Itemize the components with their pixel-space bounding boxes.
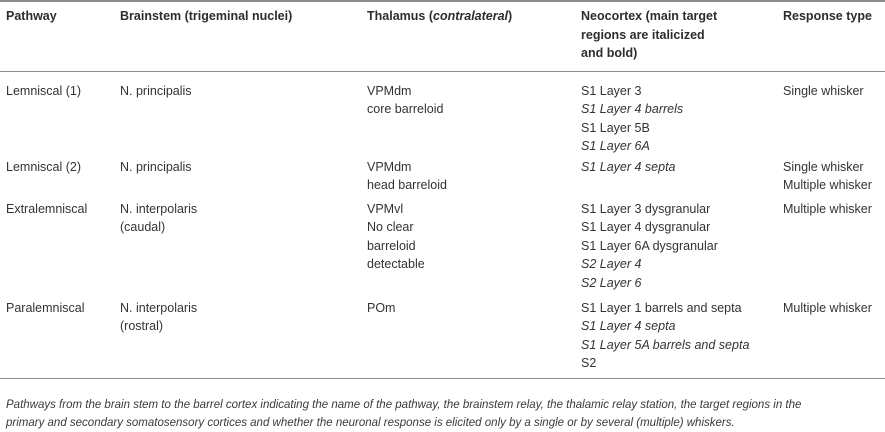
cell-brainstem [120,156,367,200]
cell-response [783,156,885,200]
cell-response [783,71,885,156]
header-thalamus-prefix: Thalamus ( [367,9,433,23]
cell-pathway: Lemniscal (1) [6,83,82,98]
table-row [0,156,885,200]
cell-neocortex [581,200,783,299]
brainstem-line: (rostral) [120,319,164,333]
brainstem-line: N. principalis [120,159,192,174]
header-neocortex-line2: regions are italicized [581,27,705,42]
brainstem-line: N. interpolaris [120,201,198,216]
caption-line: primary and secondary somatosensory cortices and whether the neuronal response is elicited only by a single or by several (multiple) whiskers. [6,417,735,429]
thalamus-line: detectable [367,257,425,271]
header-neocortex-line1: Neocortex (main target [581,9,718,23]
neocortex-line: S1 Layer 3 [581,83,642,98]
thalamus-line: No clear [367,220,414,234]
table-row [0,200,885,299]
response-line: Single whisker [783,159,864,174]
cell-response [783,299,885,379]
neocortex-line-main-target: S2 Layer 4 [581,257,642,271]
cell-brainstem [120,200,367,299]
neocortex-line: S1 Layer 1 barrels and septa [581,300,742,315]
cell-thalamus [367,156,581,200]
neocortex-line-main-target: S2 Layer 6 [581,275,642,290]
header-neocortex-line3: and bold) [581,46,638,60]
neocortex-line: S1 Layer 5B [581,120,650,135]
header-thalamus-italic: contralateral [433,9,509,23]
neocortex-line: S1 Layer 4 dysgranular [581,220,711,234]
table-caption [6,396,885,432]
header-thalamus [367,1,581,71]
header-neocortex [581,1,783,71]
brainstem-line: N. interpolaris [120,300,198,315]
cell-neocortex [581,299,783,379]
header-thalamus-suffix: ) [508,9,513,23]
cell-response [783,200,885,299]
brainstem-line: (caudal) [120,220,166,234]
neocortex-line-main-target: S1 Layer 4 septa [581,319,676,333]
thalamus-line: VPMdm [367,159,412,174]
cell-pathway: Lemniscal (2) [6,159,82,174]
thalamus-line: POm [367,300,396,315]
table-row [0,71,885,156]
thalamus-line: core barreloid [367,102,444,116]
cell-pathway: Extralemniscal [6,201,88,216]
brainstem-line: N. principalis [120,83,192,98]
thalamus-line: VPMvl [367,201,404,216]
neocortex-line-main-target: S1 Layer 5A barrels and septa [581,337,750,352]
cell-neocortex [581,71,783,156]
neocortex-line: S1 Layer 6A dysgranular [581,238,718,253]
thalamus-line: head barreloid [367,178,447,192]
header-pathway: Pathway [6,9,57,23]
cell-thalamus [367,71,581,156]
neocortex-line-main-target: S1 Layer 4 barrels [581,102,684,116]
header-brainstem: Brainstem (trigeminal nuclei) [120,9,293,23]
cell-thalamus [367,200,581,299]
cell-brainstem [120,71,367,156]
cell-pathway: Paralemniscal [6,300,85,315]
table-header [0,1,885,71]
cell-thalamus [367,299,581,379]
response-line: Single whisker [783,83,864,98]
response-line: Multiple whisker [783,201,872,216]
caption-line: Pathways from the brain stem to the barrel cortex indicating the name of the pathway, the brainstem relay, the thalamic relay station, the target regions in the [6,399,802,411]
response-line: Multiple whisker [783,300,872,315]
thalamus-line: barreloid [367,238,416,253]
header-response: Response type [783,9,872,23]
table-body [0,71,885,379]
cell-brainstem [120,299,367,379]
neocortex-line: S2 [581,356,597,370]
cell-neocortex [581,156,783,200]
table-row [0,299,885,379]
header-row [0,1,885,71]
neocortex-line-main-target: S1 Layer 4 septa [581,159,676,174]
thalamus-line: VPMdm [367,83,412,98]
neocortex-line-main-target: S1 Layer 6A [581,139,650,153]
response-line: Multiple whisker [783,178,872,192]
neocortex-line: S1 Layer 3 dysgranular [581,201,711,216]
